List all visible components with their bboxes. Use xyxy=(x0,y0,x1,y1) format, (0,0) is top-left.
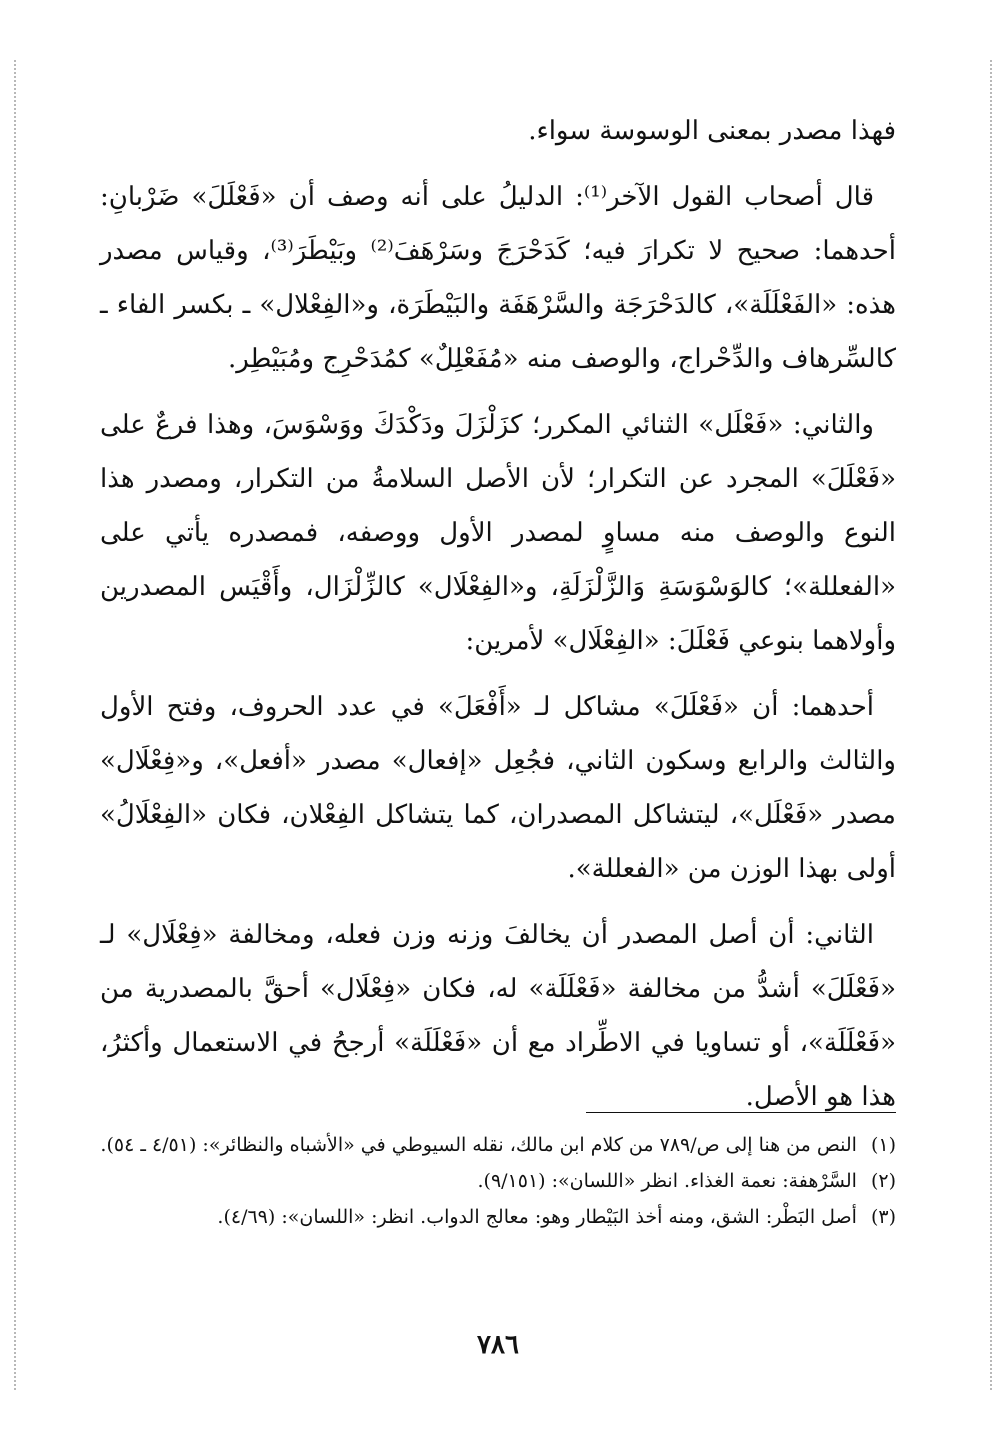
paragraph: قال أصحاب القول الآخر⁽¹⁾: الدليلُ على أنه وصف أن «فَعْلَلَ» ضَرْبانِ: أحدهما: صحيح لا تكرارَ فيه؛ كَدَحْرَجَ وسَرْهَفَ⁽²⁾ وبَيْطَرَ⁽³⁾، وقياس مصدر هذه: «الفَعْلَلَة»، كالدَحْرَجَة والسَّرْهَفَة والبَيْطَرَة، و«الفِعْلال» ـ بكسر الفاء ـ كالسِّرهاف والدِّحْراج، والوصف منه «مُفَعْلِلٌ» كمُدَحْرِج ومُبَيْطِر. xyxy=(100,182,896,374)
paragraph: أحدهما: أن «فَعْلَلَ» مشاكل لـ «أَفْعَلَ» في عدد الحروف، وفتح الأول والثالث والرابع وسكون الثاني، فجُعِل «إفعال» مصدر «أفعل»، و«فِعْلَال» مصدر «فَعْلَل»، ليتشاكل المصدران، كما يتشاكل الفِعْلان، فكان «الفِعْلَالُ» أولى بهذا الوزن من «الفعللة». xyxy=(100,692,896,884)
footnote-number: (٢) xyxy=(870,1170,896,1192)
footnote-separator xyxy=(586,1112,896,1113)
footnote-item xyxy=(100,1200,896,1234)
scan-margin-dots-left xyxy=(14,60,16,1390)
footnote-item xyxy=(100,1128,896,1162)
footnote-text: أصل البَطْر: الشق، ومنه أخذ البَيْطار وهو: معالج الدواب. انظر: «اللسان»: (٤/٦٩). xyxy=(217,1206,857,1228)
footnote-text: النص من هنا إلى ص/٧٨٩ من كلام ابن مالك، نقله السيوطي في «الأشباه والنظائر»: (٤/٥١ ـ ٥٤). xyxy=(100,1134,857,1156)
main-text xyxy=(100,104,896,1136)
footnote-number: (١) xyxy=(870,1134,896,1156)
footnote-item xyxy=(100,1164,896,1198)
page-number: ٧٨٦ xyxy=(477,1330,519,1360)
paragraph: الثاني: أن أصل المصدر أن يخالفَ وزنه وزن فعله، ومخالفة «فِعْلَال» لـ «فَعْلَلَ» أشدُّ من مخالفة «فَعْلَلَة» له، فكان «فِعْلَال» أحقَّ بالمصدرية من «فَعْلَلَة»، أو تساويا في الاطِّراد مع أن «فَعْلَلَة» أرجحُ في الاستعمال وأكثرُ، هذا هو الأصل. xyxy=(100,920,896,1112)
footnote-number: (٣) xyxy=(870,1206,896,1228)
paragraph: والثاني: «فَعْلَل» الثنائي المكرر؛ كزَلْزَلَ ودَكْدَكَ ووَسْوَسَ، وهذا فرعٌ على «فَعْلَلَ» المجرد عن التكرار؛ لأن الأصل السلامةُ من التكرار، ومصدر هذا النوع والوصف منه مساوٍ لمصدر الأول ووصفه، فمصدره يأتي على «الفعللة»؛ كالوَسْوَسَةِ وَالزَّلْزَلَةِ، و«الفِعْلَال» كالزِّلْزَال، وأَقْيَس المصدرين وأولاهما بنوعي فَعْلَلَ: «الفِعْلَال» لأمرين: xyxy=(100,410,896,656)
footnote-text: السَّرْهفة: نعمة الغذاء. انظر «اللسان»: (٩/١٥١). xyxy=(477,1170,857,1192)
footnotes xyxy=(100,1128,896,1236)
paragraph: فهذا مصدر بمعنى الوسوسة سواء. xyxy=(528,116,896,146)
scan-margin-dots-right xyxy=(990,60,992,1390)
